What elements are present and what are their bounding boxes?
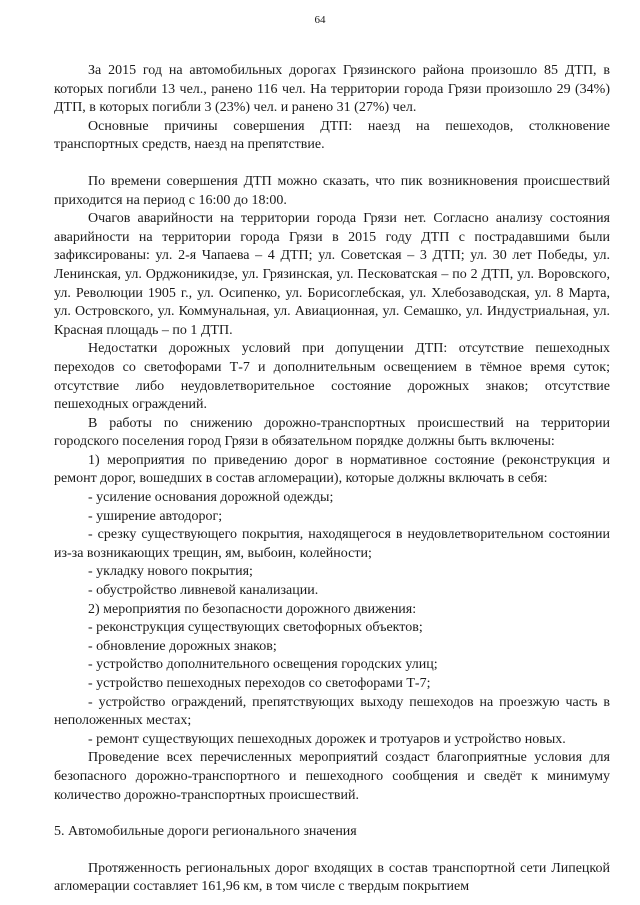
list-item: - устройство ограждений, препятствующих выходу пешеходов на проезжую часть в неположенных местах;: [54, 694, 610, 729]
paragraph-regional-roads: Протяженность региональных дорог входящих в состав транспортной сети Липецкой агломерации составляет 161,96 км, в том числе с твердым покрытием: [54, 860, 610, 895]
page-number: 64: [314, 14, 326, 26]
list-item: - укладку нового покрытия;: [88, 564, 253, 580]
list-item: - уширение автодорог;: [88, 508, 223, 524]
paragraph-peak-time: По времени совершения ДТП можно сказать, что пик возникновения происшествий приходится на период с 16:00 до 18:00.: [54, 173, 610, 208]
paragraph-safety-measures: 2) мероприятия по безопасности дорожного движения:: [88, 601, 417, 617]
spacer: [54, 155, 610, 173]
paragraph-measures-intro: В работы по снижению дорожно-транспортных происшествий на территории городского поселения город Грязи в обязательном порядке должны быть включены:: [54, 415, 610, 450]
list-item: - усиление основания дорожной одежды;: [88, 490, 334, 506]
paragraph-conclusion: Проведение всех перечисленных мероприятий создаст благоприятные условия для безопасного дорожно-транспортного и пешеходного сообщения и сведёт к минимуму количество дорожно-транспортных происшествий.: [54, 750, 610, 803]
paragraph-accident-stats: За 2015 год на автомобильных дорогах Грязинского района произошло 85 ДТП, в которых погибли 13 чел., ранено 116 чел. На территории города Грязи произошло 29 (34%) ДТП, в которых погибли 3 (23%) чел. и ранено 31 (27%) чел.: [54, 63, 610, 116]
list-item: - устройство дополнительного освещения городских улиц;: [88, 657, 438, 673]
list-item: - реконструкция существующих светофорных объектов;: [88, 620, 423, 636]
section-heading: 5. Автомобильные дороги регионального значения: [54, 824, 357, 840]
document-body: [54, 62, 610, 897]
paragraph-main-causes: Основные причины совершения ДТП: наезд на пешеходов, столкновение транспортных средств, наезд на препятствие.: [54, 118, 610, 153]
list-item: - обустройство ливневой канализации.: [88, 583, 319, 599]
paragraph-road-deficiencies: Недостатки дорожных условий при допущении ДТП: отсутствие пешеходных переходов со светофорами Т-7 и дополнительным освещением в тёмное время суток; отсутствие либо неудовлетворительное состояние дорожных знаков; отсутствие пешеходных ограждений.: [54, 341, 610, 413]
list-item: - устройство пешеходных переходов со светофорами Т-7;: [88, 676, 431, 691]
paragraph-streets: Очагов аварийности на территории города Грязи нет. Согласно анализу состояния аварийности на территории города Грязи в 2015 году ДТП с пострадавшими были зафиксированы: ул. 2-я Чапаева – 4 ДТП; ул. Советская – 3 ДТП; ул. 30 лет Победы, ул. Ленинская, ул. Орджоникидзе, ул. Грязинская, ул. Песковатская – по 2 ДТП, ул. Воровского, ул. Революции 1905 г., ул. Осипенко, ул. Борисоглебская, ул. Хлебозаводская, ул. 8 Марта, ул. Островского, ул. Коммунальная, ул. Авиационная, ул. Семашко, ул. Индустриальная, ул. Красная площадь – по 1 ДТП.: [54, 211, 610, 338]
list-item: - срезку существующего покрытия, находящегося в неудовлетворительном состоянии из-за возникающих трещин, ям, выбоин, колейности;: [54, 527, 610, 561]
list-item: - обновление дорожных знаков;: [88, 638, 277, 654]
list-item: - ремонт существующих пешеходных дорожек и тротуаров и устройство новых.: [88, 731, 566, 747]
paragraph-road-repair-measures: 1) мероприятия по приведению дорог в нормативное состояние (реконструкция и ремонт дорог, вошедших в состав агломерации), которые должны включать в себя:: [54, 452, 610, 487]
